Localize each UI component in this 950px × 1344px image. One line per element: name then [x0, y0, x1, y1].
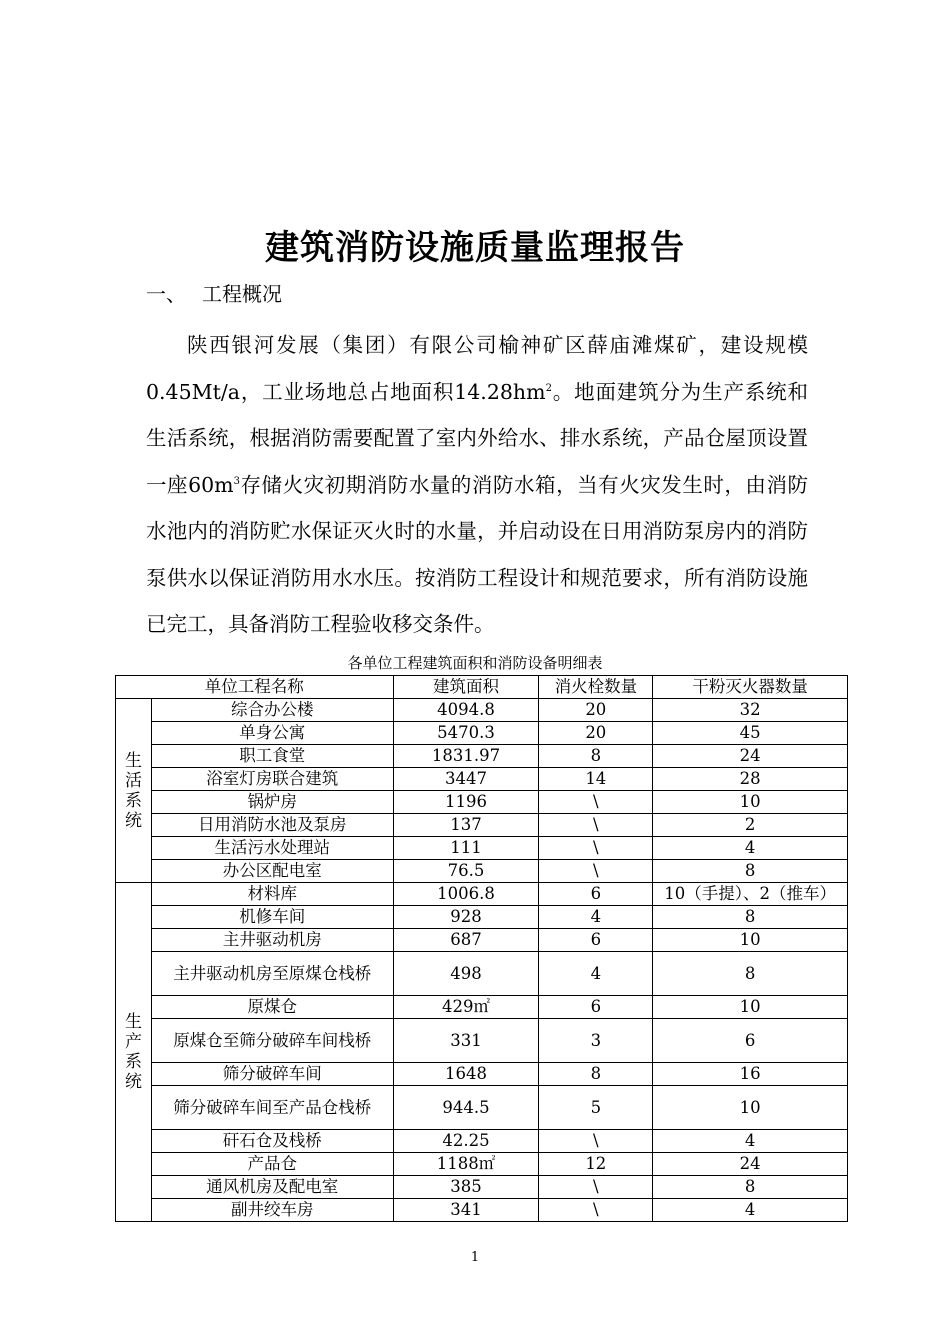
system-group-label: 生 产 系 统 [116, 883, 152, 1222]
system-group-label: 生 活 系 统 [116, 699, 152, 883]
cell-name: 矸石仓及栈桥 [151, 1130, 393, 1153]
table-row [116, 860, 848, 883]
cell-hydrants: \ [539, 1199, 653, 1222]
cell-extinguishers: 10 [653, 1086, 848, 1130]
cell-area: 498 [393, 952, 539, 996]
cell-area: 385 [393, 1176, 539, 1199]
cell-area: 928 [393, 906, 539, 929]
cell-hydrants: 8 [539, 745, 653, 768]
cell-hydrants: 6 [539, 883, 653, 906]
cell-area: 3447 [393, 768, 539, 791]
cell-area: 1188㎡ [393, 1153, 539, 1176]
table-row [116, 768, 848, 791]
cell-extinguishers: 10 [653, 996, 848, 1019]
cell-area: 5470.3 [393, 722, 539, 745]
cell-name: 筛分破碎车间至产品仓栈桥 [151, 1086, 393, 1130]
cell-hydrants: 4 [539, 952, 653, 996]
page-title: 建筑消防设施质量监理报告 [265, 228, 685, 268]
table-row [116, 996, 848, 1019]
table-row [116, 1199, 848, 1222]
cell-name: 办公区配电室 [151, 860, 393, 883]
table-row [116, 952, 848, 996]
cell-hydrants: 6 [539, 929, 653, 952]
cell-extinguishers: 4 [653, 1199, 848, 1222]
cell-hydrants: \ [539, 860, 653, 883]
table-row [116, 1176, 848, 1199]
section-title: 工程概况 [202, 282, 282, 306]
cell-extinguishers: 45 [653, 722, 848, 745]
table-row [116, 814, 848, 837]
section-number: 一、 [146, 282, 186, 306]
table-row [116, 929, 848, 952]
cell-area: 687 [393, 929, 539, 952]
table-row [116, 722, 848, 745]
cell-extinguishers: 16 [653, 1063, 848, 1086]
cell-area: 1006.8 [393, 883, 539, 906]
cell-hydrants: 14 [539, 768, 653, 791]
table-row [116, 1153, 848, 1176]
cell-name: 单身公寓 [151, 722, 393, 745]
cell-name: 主井驱动机房至原煤仓栈桥 [151, 952, 393, 996]
cell-name: 日用消防水池及泵房 [151, 814, 393, 837]
cell-area: 111 [393, 837, 539, 860]
page-number: 1 [470, 1250, 480, 1265]
cell-area: 4094.8 [393, 699, 539, 722]
cell-extinguishers: 10 [653, 791, 848, 814]
cell-name: 职工食堂 [151, 745, 393, 768]
overview-paragraph: 陕西银河发展（集团）有限公司榆神矿区薛庙滩煤矿，建设规模0.45Mt/a，工业场地总占地面积$14.28hm^2$。地面建筑分为生产系统和生活系统，根据消防需要配置了室内外给水、排水系统，产品仓屋顶设置一座$60m^3$存储火灾初期消防水量的消防水箱，当有火灾发生时，由消防水池内的消防贮水保证灭火时的水量，并启动设在日用消防泵房内的消防泵供水以保证消防用水水压。按消防工程设计和规范要求，所有消防设施已完工，具备消防工程验收移交条件。 [146, 333, 809, 636]
cell-extinguishers: 10（手提）、2（推车） [653, 883, 848, 906]
cell-hydrants: 3 [539, 1019, 653, 1063]
table-row [116, 699, 848, 722]
cell-hydrants: \ [539, 837, 653, 860]
cell-extinguishers: 32 [653, 699, 848, 722]
cell-extinguishers: 8 [653, 1176, 848, 1199]
table-row [116, 906, 848, 929]
cell-name: 综合办公楼 [151, 699, 393, 722]
cell-extinguishers: 8 [653, 952, 848, 996]
table-row [116, 837, 848, 860]
cell-name: 筛分破碎车间 [151, 1063, 393, 1086]
cell-extinguishers: 4 [653, 1130, 848, 1153]
table-row [116, 1019, 848, 1063]
cell-extinguishers: 6 [653, 1019, 848, 1063]
table-row [116, 883, 848, 906]
table-row [116, 791, 848, 814]
cell-hydrants: \ [539, 1130, 653, 1153]
table-row [116, 1086, 848, 1130]
cell-extinguishers: 24 [653, 745, 848, 768]
cell-name: 通风机房及配电室 [151, 1176, 393, 1199]
cell-hydrants: 8 [539, 1063, 653, 1086]
cell-extinguishers: 10 [653, 929, 848, 952]
cell-extinguishers: 28 [653, 768, 848, 791]
section-heading [146, 278, 282, 307]
table-caption: 各单位工程建筑面积和消防设备明细表 [347, 654, 603, 672]
cell-name: 原煤仓至筛分破碎车间栈桥 [151, 1019, 393, 1063]
cell-hydrants: \ [539, 791, 653, 814]
cell-name: 原煤仓 [151, 996, 393, 1019]
cell-area: 76.5 [393, 860, 539, 883]
cell-area: 1648 [393, 1063, 539, 1086]
table-header-row [116, 676, 848, 699]
cell-name: 机修车间 [151, 906, 393, 929]
table-row [116, 1063, 848, 1086]
cell-area: 331 [393, 1019, 539, 1063]
header-hydrants: 消火栓数量 [539, 676, 653, 699]
cell-name: 锅炉房 [151, 791, 393, 814]
cell-hydrants: 12 [539, 1153, 653, 1176]
cell-name: 生活污水处理站 [151, 837, 393, 860]
header-name: 单位工程名称 [116, 676, 394, 699]
cell-area: 429㎡ [393, 996, 539, 1019]
facility-table [115, 675, 848, 1222]
cell-area: 341 [393, 1199, 539, 1222]
header-area: 建筑面积 [393, 676, 539, 699]
cell-hydrants: 6 [539, 996, 653, 1019]
cell-name: 副井绞车房 [151, 1199, 393, 1222]
cell-hydrants: 20 [539, 699, 653, 722]
table-row [116, 745, 848, 768]
cell-extinguishers: 8 [653, 860, 848, 883]
cell-extinguishers: 2 [653, 814, 848, 837]
cell-area: 42.25 [393, 1130, 539, 1153]
cell-hydrants: \ [539, 1176, 653, 1199]
cell-hydrants: 4 [539, 906, 653, 929]
header-extinguishers: 干粉灭火器数量 [653, 676, 848, 699]
cell-area: 1831.97 [393, 745, 539, 768]
cell-hydrants: \ [539, 814, 653, 837]
cell-name: 产品仓 [151, 1153, 393, 1176]
cell-name: 浴室灯房联合建筑 [151, 768, 393, 791]
cell-area: 1196 [393, 791, 539, 814]
cell-extinguishers: 4 [653, 837, 848, 860]
cell-extinguishers: 24 [653, 1153, 848, 1176]
cell-name: 主井驱动机房 [151, 929, 393, 952]
cell-name: 材料库 [151, 883, 393, 906]
cell-hydrants: 5 [539, 1086, 653, 1130]
cell-extinguishers: 8 [653, 906, 848, 929]
cell-area: 944.5 [393, 1086, 539, 1130]
cell-hydrants: 20 [539, 722, 653, 745]
cell-area: 137 [393, 814, 539, 837]
table-row [116, 1130, 848, 1153]
